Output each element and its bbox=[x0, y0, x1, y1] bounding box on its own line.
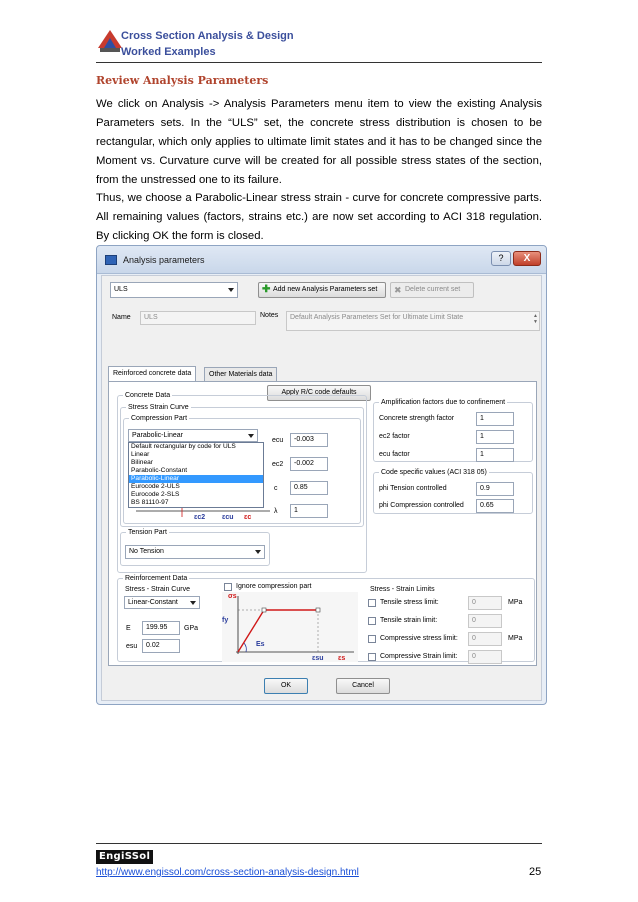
ok-button[interactable]: OK bbox=[264, 678, 308, 694]
dialog-title: Analysis parameters bbox=[123, 255, 205, 265]
tension-part-title: Tension Part bbox=[128, 529, 167, 536]
ecu-factor-label: ecu factor bbox=[379, 451, 410, 458]
tension-part-select[interactable] bbox=[125, 545, 265, 559]
body-paragraph-2: Thus, we choose a Parabolic-Linear stress strain - curve for concrete compressive parts. All remaining values (factors, strains etc.) are now set according to ACI 318 regulation. By clicking OK the form is closed. bbox=[96, 192, 542, 242]
phi-compression-label: phi Compression controlled bbox=[379, 502, 464, 509]
compression-part-value: Parabolic-Linear bbox=[132, 432, 183, 439]
compressive-stress-label: Compressive stress limit: bbox=[380, 635, 458, 642]
ec2-factor-label: ec2 factor bbox=[379, 433, 410, 440]
esu-field[interactable]: 0.02 bbox=[142, 639, 180, 653]
dropdown-option[interactable]: BS 81110-97 bbox=[131, 499, 169, 506]
axis-label-fy: fy bbox=[222, 617, 229, 624]
phi-tension-label: phi Tension controlled bbox=[379, 485, 447, 492]
ignore-compression-label: Ignore compression part bbox=[236, 583, 312, 590]
delete-set-label: Delete current set bbox=[405, 286, 461, 293]
code-specific-group bbox=[373, 469, 533, 514]
analysis-parameters-dialog bbox=[96, 245, 547, 705]
window-icon bbox=[105, 255, 117, 265]
e-unit: GPa bbox=[184, 625, 199, 632]
compressive-strain-label: Compressive Strain limit: bbox=[380, 653, 458, 660]
add-set-label: Add new Analysis Parameters set bbox=[273, 286, 378, 293]
dropdown-option[interactable]: Default rectangular by code for ULS bbox=[131, 443, 236, 450]
dropdown-option[interactable]: Bilinear bbox=[131, 459, 153, 466]
dialog-title-bar bbox=[97, 246, 546, 274]
header-title-line1: Cross Section Analysis & Design bbox=[121, 30, 294, 42]
tab-panel bbox=[108, 381, 537, 666]
compression-part-title: Compression Part bbox=[131, 415, 188, 422]
scroll-arrows-icon[interactable]: ▲ ▼ bbox=[533, 313, 538, 325]
axis-label-ec2: εc2 bbox=[194, 514, 206, 521]
ec2-label: ec2 bbox=[272, 461, 284, 468]
lambda-label: λ bbox=[274, 508, 278, 515]
tensile-stress-field[interactable]: 0 bbox=[468, 596, 502, 610]
phi-tension-field[interactable]: 0.9 bbox=[476, 482, 514, 496]
tab-reinforced-concrete[interactable]: Reinforced concrete data bbox=[108, 366, 196, 381]
tensile-strain-checkbox[interactable] bbox=[368, 617, 376, 625]
compressive-stress-checkbox[interactable] bbox=[368, 635, 376, 643]
compressive-strain-checkbox[interactable] bbox=[368, 653, 376, 661]
compressive-stress-unit: MPa bbox=[508, 635, 523, 642]
strength-factor-label: Concrete strength factor bbox=[379, 415, 455, 422]
tensile-stress-label: Tensile stress limit: bbox=[380, 599, 439, 606]
help-button[interactable]: ? bbox=[491, 251, 511, 266]
reinforcement-data-title: Reinforcement Data bbox=[125, 575, 188, 582]
steel-curve-group bbox=[120, 586, 220, 615]
steel-curve-value: Linear-Constant bbox=[128, 599, 178, 606]
notes-label: Notes bbox=[260, 312, 279, 319]
engissol-footer-logo: EngiSSol bbox=[96, 850, 153, 864]
amplification-title: Amplification factors due to confinement bbox=[381, 399, 506, 406]
chevron-down-icon bbox=[190, 601, 196, 605]
notes-field[interactable] bbox=[286, 311, 540, 331]
delete-set-button[interactable] bbox=[390, 282, 474, 298]
axis-label-ecu: εcu bbox=[222, 514, 234, 521]
tab-other-materials[interactable]: Other Materials data bbox=[204, 367, 277, 381]
tension-part-value: No Tension bbox=[129, 548, 164, 555]
compression-part-options bbox=[128, 442, 264, 508]
compression-part-group bbox=[123, 415, 361, 524]
e-field[interactable]: 199.95 bbox=[142, 621, 180, 635]
strength-factor-field[interactable]: 1 bbox=[476, 412, 514, 426]
document-header-title bbox=[121, 28, 294, 60]
e-label: E bbox=[126, 625, 131, 632]
header-title-line2: Worked Examples bbox=[121, 46, 216, 58]
axis-label-es: Es bbox=[256, 641, 265, 648]
chevron-down-icon bbox=[248, 434, 254, 438]
ecu-label: ecu bbox=[272, 437, 284, 444]
axis-label-esu: εsu bbox=[312, 655, 324, 662]
page-number: 25 bbox=[529, 866, 542, 878]
tensile-strain-field[interactable]: 0 bbox=[468, 614, 502, 628]
c-label: c bbox=[274, 485, 278, 492]
phi-compression-field[interactable]: 0.65 bbox=[476, 499, 514, 513]
notes-value: Default Analysis Parameters Set for Ultimate Limit State bbox=[290, 314, 464, 321]
esu-label: esu bbox=[126, 643, 138, 650]
ecu-field[interactable]: -0.003 bbox=[290, 433, 328, 447]
axis-label-sigma-s: σs bbox=[228, 593, 237, 600]
code-specific-title: Code specific values (ACI 318 05) bbox=[381, 469, 487, 476]
chevron-down-icon bbox=[228, 288, 234, 292]
body-paragraph-1: We click on Analysis -> Analysis Parameters menu item to view the existing Analysis Parameters sets. In the “ULS” set, the concrete stress distribution is chosen to be rectangular, which only applies to ultimate limit states and it has to be changed since the Moment vs. Curvature curve will be created for all possible stress states of the section, from the unstressed one to its failure. bbox=[96, 98, 542, 186]
dropdown-option[interactable]: Eurocode 2-ULS bbox=[131, 483, 180, 490]
dropdown-option[interactable]: Parabolic-Constant bbox=[131, 467, 188, 474]
compressive-strain-field[interactable]: 0 bbox=[468, 650, 502, 664]
lambda-field[interactable]: 1 bbox=[290, 504, 328, 518]
add-set-button[interactable] bbox=[258, 282, 386, 298]
header-divider bbox=[96, 62, 542, 63]
compressive-stress-field[interactable]: 0 bbox=[468, 632, 502, 646]
dropdown-option[interactable]: Eurocode 2-SLS bbox=[131, 491, 180, 498]
parameters-set-select[interactable] bbox=[110, 282, 238, 298]
chevron-down-icon bbox=[255, 550, 261, 554]
reinforcement-data-group bbox=[117, 575, 535, 662]
concrete-data-title: Concrete Data bbox=[125, 392, 171, 399]
tensile-stress-checkbox[interactable] bbox=[368, 599, 376, 607]
axis-label-eps-s: εs bbox=[338, 655, 346, 662]
plus-icon: ✚ bbox=[262, 284, 271, 295]
tensile-stress-unit: MPa bbox=[508, 599, 523, 606]
cancel-button[interactable]: Cancel bbox=[336, 678, 390, 694]
name-label: Name bbox=[112, 314, 131, 321]
stress-strain-curve-title: Stress Strain Curve bbox=[128, 404, 189, 411]
axis-label-ec: εc bbox=[244, 514, 252, 521]
ignore-compression-checkbox[interactable] bbox=[224, 583, 232, 591]
steel-curve-title: Stress - Strain Curve bbox=[125, 586, 190, 593]
section-heading: Review Analysis Parameters bbox=[96, 74, 269, 87]
tensile-strain-label: Tensile strain limit: bbox=[380, 617, 438, 624]
ec2-field[interactable]: -0.002 bbox=[290, 457, 328, 471]
name-field[interactable]: ULS bbox=[140, 311, 256, 325]
ec2-factor-field[interactable]: 1 bbox=[476, 430, 514, 444]
steel-curve-select[interactable] bbox=[124, 596, 200, 609]
steel-curve-graph bbox=[222, 592, 358, 662]
delete-icon: ✖ bbox=[394, 285, 402, 295]
ecu-factor-field[interactable]: 1 bbox=[476, 448, 514, 462]
compression-part-select[interactable] bbox=[128, 429, 258, 442]
dialog-body bbox=[101, 275, 542, 701]
stress-strain-curve-group bbox=[120, 404, 364, 527]
parameters-set-value: ULS bbox=[114, 286, 128, 293]
dropdown-option[interactable]: Linear bbox=[131, 451, 150, 458]
limits-title: Stress - Strain Limits bbox=[370, 586, 435, 593]
tension-part-group bbox=[120, 529, 270, 566]
c-field[interactable]: 0.85 bbox=[290, 481, 328, 495]
close-button[interactable]: X bbox=[513, 251, 541, 266]
footer-divider bbox=[96, 843, 542, 844]
apply-code-defaults-button[interactable]: Apply R/C code defaults bbox=[267, 385, 371, 401]
amplification-factors-group bbox=[373, 399, 533, 462]
dropdown-option-selected[interactable]: Parabolic-Linear bbox=[129, 475, 263, 483]
stress-strain-limits-group bbox=[366, 586, 532, 660]
footer-link[interactable]: http://www.engissol.com/cross-section-analysis-design.html bbox=[96, 867, 359, 878]
